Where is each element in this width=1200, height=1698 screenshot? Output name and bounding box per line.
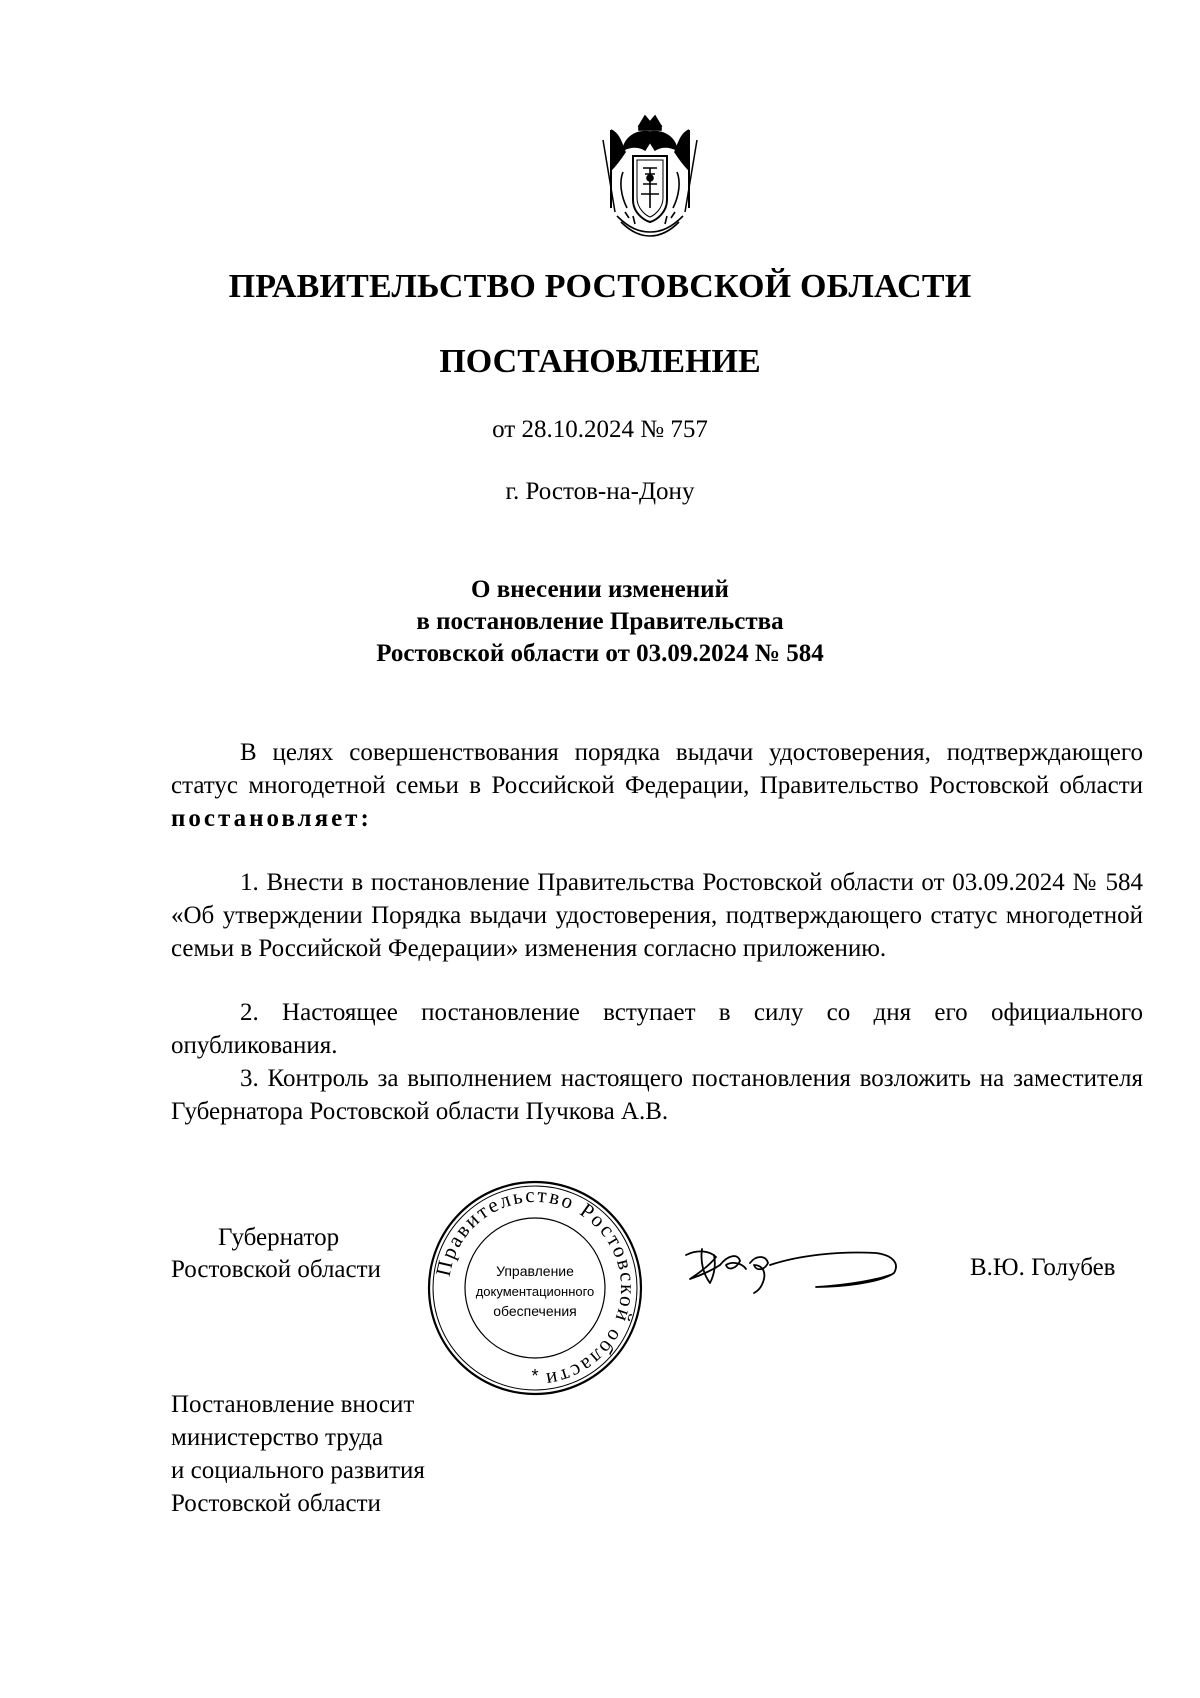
seal-inner-line: документационного [475,1284,595,1299]
item-2-paragraph: 2. Настоящее постановление вступает в силу со дня его официального опубликования. [171,999,1143,1059]
preamble-text: В целях совершенствования порядка выдачи удостоверения, подтверждающего статус многодетной семьи в Российской Федерации, Правительство Ростовской области [171,739,1143,799]
document-type: ПОСТАНОВЛЕНИЕ [439,343,761,380]
introduced-by-line: и социального развития [171,1457,425,1484]
signer-position [171,1222,381,1286]
introduced-by-line: Ростовской области [171,1490,381,1517]
preamble-keyword: постановляет: [171,805,372,832]
introduced-by-block [171,1388,425,1520]
document-date-number: от 28.10.2024 № 757 [492,416,708,443]
document-subject [0,574,1200,670]
subject-line: Ростовской области от 03.09.2024 № 584 [376,640,824,667]
subject-line: О внесении изменений [471,576,729,603]
introduced-by-line: Постановление вносит [171,1391,415,1418]
coat-of-arms-emblem [595,112,705,240]
signer-position-line: Ростовской области [171,1256,381,1283]
seal-inner-line: Управление [496,1263,574,1279]
item-1-paragraph: 1. Внести в постановление Правительства Ростовской области от 03.09.2024 № 584 «Об утверждении Порядка выдачи удостоверения, подтверждающего статус многодетной семьи в Российской Федерации» изменения согласно приложению. [171,869,1143,962]
handwritten-signature [680,1235,930,1305]
preamble-paragraph [171,736,1143,835]
signer-name: В.Ю. Голубев [970,1254,1116,1281]
seal-inner-line: обеспечения [493,1303,577,1319]
seal-ring-text: Правительство Ростовской области [430,1182,641,1393]
official-seal [425,1178,645,1398]
signer-position-line: Губернатор [218,1224,340,1251]
seal-star: * [531,1366,539,1386]
government-title: ПРАВИТЕЛЬСТВО РОСТОВСКОЙ ОБЛАСТИ [228,268,972,305]
introduced-by-line: министерство труда [171,1424,384,1451]
document-city: г. Ростов-на-Дону [505,478,695,505]
subject-line: в постановление Правительства [416,608,784,635]
item-3-paragraph: 3. Контроль за выполнением настоящего постановления возложить на заместителя Губернатора Ростовской области Пучкова А.В. [171,1065,1143,1125]
